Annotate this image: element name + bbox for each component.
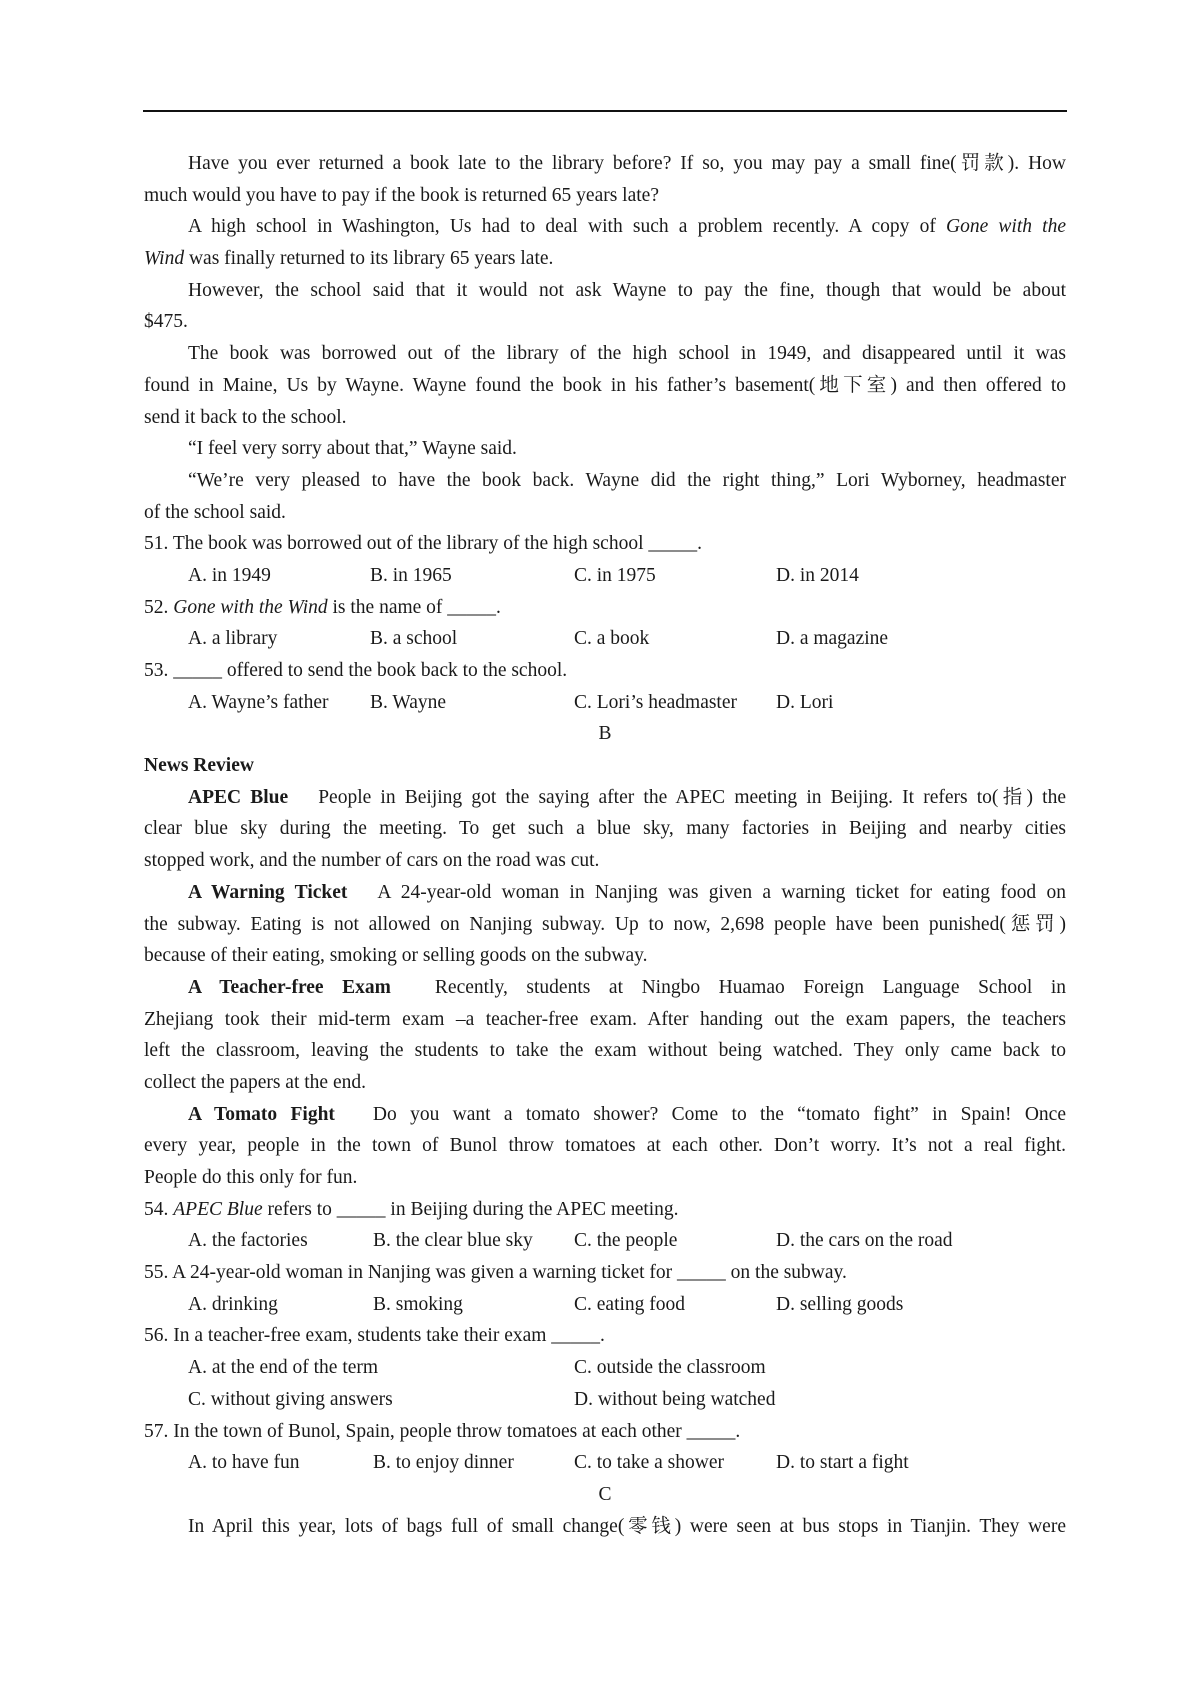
question-stem: 55. A 24-year-old woman in Nanjing was given a warning ticket for _____ on the subway. [144,1262,847,1284]
news-item-exam [144,972,1066,1004]
paragraph-line: Zhejiang took their mid-term exam –a teacher-free exam. After handing out the exam papers, the teachers [144,1008,1066,1030]
news-item-apec [144,782,1066,814]
option-b: B. smoking [373,1293,463,1315]
book-title: Gone with the Wind [173,596,328,618]
news-item-tomato [144,1099,1066,1131]
paragraph-line: stopped work, and the number of cars on the road was cut. [144,850,600,872]
paragraph-line: Have you ever returned a book late to the library before? If so, you may pay a small fine(罚款). How [188,153,1066,174]
question-options [144,1289,1066,1321]
paragraph-line: The book was borrowed out of the library of the high school in 1949, and disappeared until it was [188,343,1066,365]
paragraph-line: However, the school said that it would not ask Wayne to pay the fine, though that would be about [188,279,1066,301]
paragraph-line: In April this year, lots of bags full of small change(零钱) were seen at bus stops in Tianjin. They were [188,1515,1066,1537]
question-options [144,1352,1066,1384]
question-options [144,1447,1066,1479]
option-c: C. eating food [574,1293,686,1315]
text-run: Do you want a tomato shower? Come to the “tomato fight” in Spain! Once [372,1103,1066,1125]
option-b: B. to enjoy dinner [373,1452,514,1474]
question-stem: 51. The book was borrowed out of the library of the high school _____. [144,533,702,555]
text-run: is the name of _____. [327,596,501,618]
question-options [144,560,1066,592]
option-d: D. a magazine [776,628,889,650]
question-number: 54. [144,1198,174,1220]
text-run: People in Beijing got the saying after the APEC meeting in Beijing. It refers to(指) the [318,786,1066,808]
document-body [144,148,1066,1542]
option-c: C. without giving answers [188,1388,393,1410]
paragraph-line [144,211,1066,243]
question-stem [144,592,1066,624]
paragraph-line: collect the papers at the end. [144,1071,366,1093]
news-title: A Tomato Fight [188,1103,335,1125]
option-d: D. selling goods [776,1293,904,1315]
section-letter: B [598,723,612,745]
text-run: A 24-year-old woman in Nanjing was given a warning ticket for eating food on [377,881,1066,903]
option-b: B. Wayne [370,691,447,713]
paragraph-line: every year, people in the town of Bunol throw tomatoes at each other. Don’t worry. It’s not a real fight. [144,1135,1066,1157]
header-rule [143,110,1067,112]
question-stem: 56. In a teacher-free exam, students take their exam _____. [144,1325,605,1347]
option-d: D. the cars on the road [776,1230,953,1252]
question-stem: 57. In the town of Bunol, Spain, people throw tomatoes at each other _____. [144,1420,741,1442]
option-c: C. a book [574,628,650,650]
book-title: Gone with the [946,216,1067,238]
text-run: refers to _____ in Beijing during the APEC meeting. [262,1198,679,1220]
paragraph-line: found in Maine, Us by Wayne. Wayne found the book in his father’s basement(地下室) and then offered to [144,374,1066,396]
option-a: A. a library [188,628,278,650]
paragraph-line: much would you have to pay if the book is returned 65 years late? [144,184,659,206]
section-letter: C [598,1483,612,1505]
question-stem: 53. _____ offered to send the book back to the school. [144,660,568,681]
option-c: C. to take a shower [574,1452,725,1474]
paragraph-line [144,243,1066,275]
section-heading: News Review [144,755,254,777]
option-a: A. to have fun [188,1452,300,1474]
text-run: A high school in Washington, Us had to deal with such a problem recently. A copy of [188,216,946,238]
option-d: D. Lori [776,691,834,713]
option-b: B. in 1965 [370,564,452,586]
option-d: D. without being watched [574,1388,776,1410]
paragraph-line: “I feel very sorry about that,” Wayne said. [188,438,517,460]
paragraph-line: People do this only for fun. [144,1167,358,1188]
option-a: A. drinking [188,1293,278,1315]
question-options [144,687,1066,719]
option-c: C. outside the classroom [574,1357,766,1379]
paragraph-line: because of their eating, smoking or selling goods on the subway. [144,945,648,967]
news-title: A Teacher-free Exam [188,976,391,998]
question-options [144,623,1066,655]
news-item-ticket [144,877,1066,909]
book-title: Wind [144,248,185,270]
paragraph-line: left the classroom, leaving the students to take the exam without being watched. They only came back to [144,1040,1066,1062]
option-d: D. in 2014 [776,564,859,586]
paragraph-line: send it back to the school. [144,406,347,428]
option-c: C. the people [574,1230,678,1252]
option-d: D. to start a fight [776,1452,909,1474]
paragraph-line: $475. [144,311,188,333]
question-stem [144,1194,1066,1226]
option-a: A. in 1949 [188,564,271,586]
text-run: was finally returned to its library 65 years late. [184,248,554,270]
italic-term: APEC Blue [173,1198,263,1220]
news-title: A Warning Ticket [188,881,348,903]
option-b: B. the clear blue sky [373,1230,533,1252]
paragraph-line: “We’re very pleased to have the book back. Wayne did the right thing,” Lori Wyborney, headmaster [188,469,1066,491]
question-options [144,1225,1066,1257]
text-run: Recently, students at Ningbo Huamao Foreign Language School in [434,976,1066,998]
option-a: A. Wayne’s father [188,691,329,713]
question-number: 52. [144,596,174,618]
option-a: A. at the end of the term [188,1357,379,1379]
question-options [144,1384,1066,1416]
news-title: APEC Blue [188,786,289,808]
option-b: B. a school [370,628,458,650]
option-a: A. the factories [188,1230,308,1252]
paragraph-line: of the school said. [144,501,286,523]
option-c: C. in 1975 [574,564,656,586]
option-c: C. Lori’s headmaster [574,691,737,713]
paragraph-line: the subway. Eating is not allowed on Nanjing subway. Up to now, 2,698 people have been punished(惩罚) [144,913,1066,935]
paragraph-line: clear blue sky during the meeting. To get such a blue sky, many factories in Beijing and nearby cities [144,818,1066,840]
